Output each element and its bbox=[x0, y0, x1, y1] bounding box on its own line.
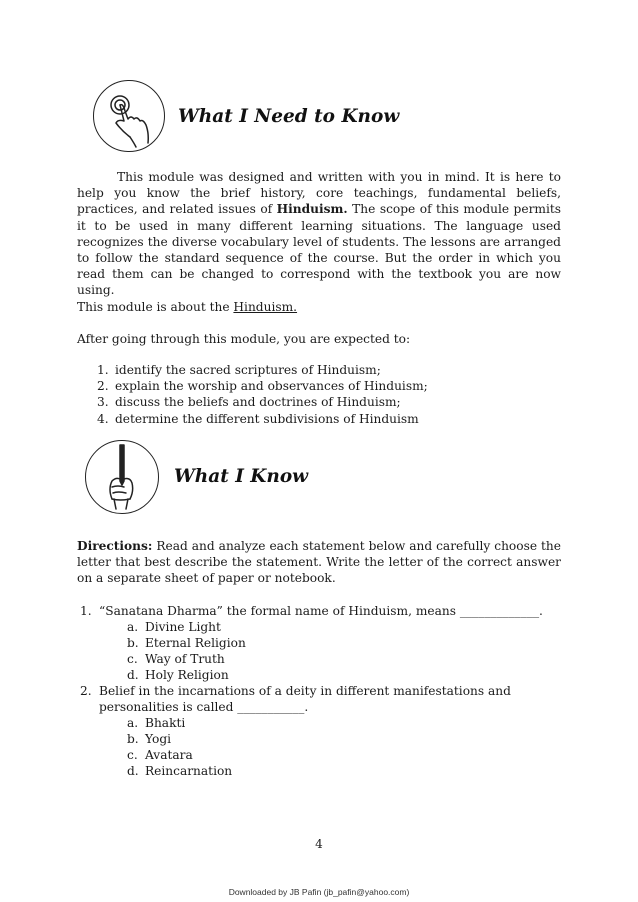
list-item bbox=[97, 394, 428, 410]
question-1-options bbox=[127, 619, 246, 683]
list-item bbox=[97, 411, 428, 427]
option-item bbox=[127, 619, 246, 635]
intro-text-2: The scope of this module permits it to be used in many different learning situations. The language used recognizes the diverse vocabulary level of students. The lessons are arranged to follow the standard sequence of the course. But the order in which you read them can be changed to correspond with the textbook you are now using. bbox=[77, 202, 562, 298]
option-text: Reincarnation bbox=[145, 764, 233, 778]
expected-line: After going through this module, you are expected to: bbox=[77, 332, 411, 346]
option-text: Bhakti bbox=[145, 716, 186, 730]
question-2-options bbox=[127, 715, 232, 779]
list-item bbox=[97, 378, 428, 394]
option-text: Avatara bbox=[145, 748, 193, 762]
option-text: Way of Truth bbox=[145, 652, 225, 666]
list-number: 2. bbox=[97, 379, 109, 394]
option-letter: b. bbox=[127, 636, 139, 650]
list-text: discuss the beliefs and doctrines of Hinduism; bbox=[115, 395, 401, 410]
intro-paragraph bbox=[77, 169, 561, 299]
list-text: determine the different subdivisions of Hinduism bbox=[115, 411, 419, 426]
option-letter: a. bbox=[127, 620, 139, 634]
section-title-what-i-know: What I Know bbox=[174, 466, 309, 487]
option-letter: d. bbox=[127, 764, 139, 778]
option-item bbox=[127, 763, 232, 779]
page-number: 4 bbox=[315, 837, 323, 851]
option-text: Divine Light bbox=[145, 620, 221, 634]
option-item bbox=[127, 667, 246, 683]
option-letter: d. bbox=[127, 668, 139, 682]
question-1 bbox=[80, 603, 562, 619]
objectives-list bbox=[97, 362, 428, 427]
hand-holding-pencil-icon bbox=[85, 440, 159, 514]
about-prefix: This module is about the bbox=[77, 300, 234, 314]
list-item bbox=[97, 362, 428, 378]
hand-pointing-icon bbox=[93, 80, 165, 152]
option-text: Yogi bbox=[145, 732, 172, 746]
option-letter: c. bbox=[127, 748, 138, 762]
question-number: 2. bbox=[80, 684, 92, 698]
option-item bbox=[127, 731, 232, 747]
module-about-line bbox=[77, 299, 561, 315]
question-number: 1. bbox=[80, 604, 92, 618]
question-text: Belief in the incarnations of a deity in different manifestations and personalities is called ___________. bbox=[99, 684, 511, 715]
list-number: 1. bbox=[97, 363, 109, 377]
list-text: identify the sacred scriptures of Hinduism; bbox=[115, 363, 381, 377]
section-title-what-i-need-to-know: What I Need to Know bbox=[178, 106, 400, 127]
intro-text-1: This module was designed and written with you in mind. It is here to help you know the brief history, core teachings, fundamental beliefs, practices, and related issues of bbox=[77, 170, 561, 217]
directions-label: Directions: bbox=[77, 539, 153, 553]
option-text: Eternal Religion bbox=[145, 636, 246, 650]
download-footer: Downloaded by JB Pafin (jb_pafin@yahoo.com) bbox=[228, 887, 410, 897]
option-text: Holy Religion bbox=[145, 668, 229, 682]
option-item bbox=[127, 747, 232, 763]
question-text: “Sanatana Dharma” the formal name of Hinduism, means _____________. bbox=[99, 604, 543, 618]
option-letter: b. bbox=[127, 732, 139, 746]
option-item bbox=[127, 715, 232, 731]
directions-text: Read and analyze each statement below and carefully choose the letter that best describe the statement. Write the letter of the correct answer on a separate sheet of paper or notebook. bbox=[77, 539, 561, 586]
option-letter: a. bbox=[127, 716, 139, 730]
option-letter: c. bbox=[127, 652, 138, 666]
list-number: 3. bbox=[97, 395, 109, 410]
about-topic: Hinduism. bbox=[233, 300, 298, 314]
list-text: explain the worship and observances of Hinduism; bbox=[115, 379, 428, 394]
option-item bbox=[127, 651, 246, 667]
list-number: 4. bbox=[97, 411, 109, 426]
option-item bbox=[127, 635, 246, 651]
question-2 bbox=[80, 683, 562, 715]
directions-paragraph bbox=[77, 538, 561, 587]
intro-bold-hinduism: Hinduism. bbox=[276, 202, 348, 217]
